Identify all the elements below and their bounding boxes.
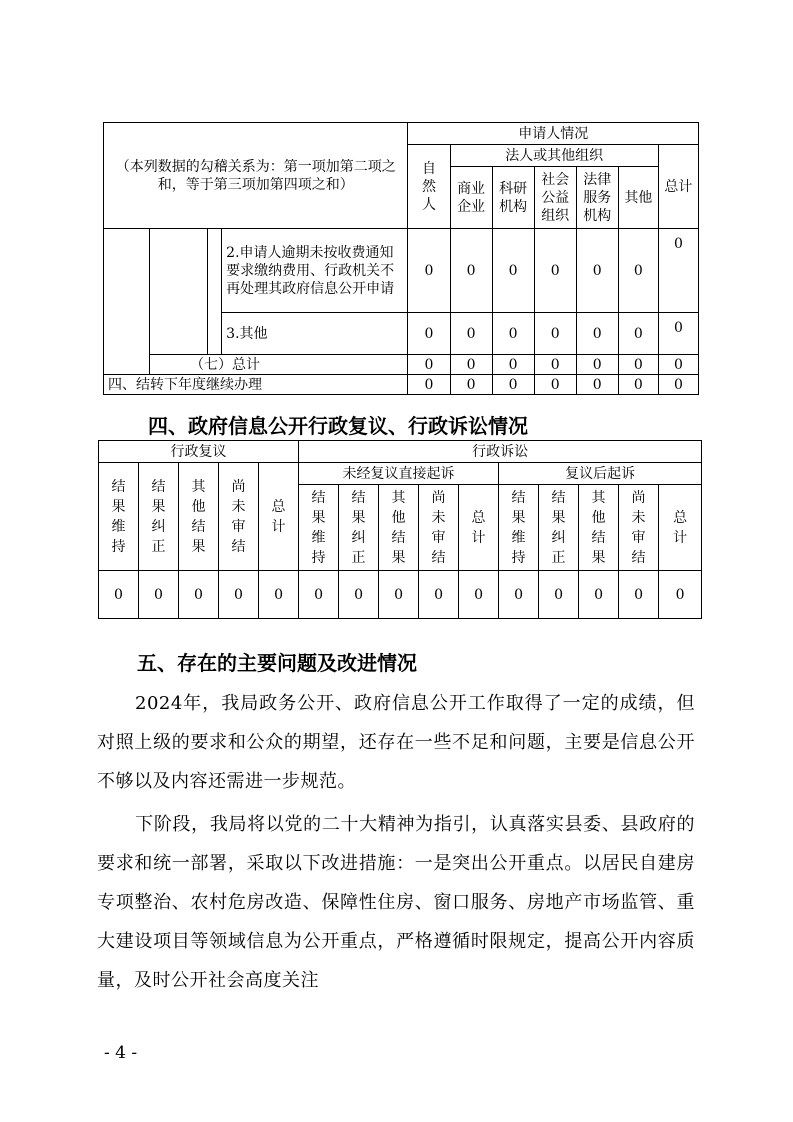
table-cell: 0 (658, 375, 698, 395)
col-header: 其他结果 (179, 463, 219, 571)
table-cell: 0 (450, 313, 492, 355)
indent-cell (104, 229, 150, 375)
row-label: （七）总计 (150, 355, 408, 375)
col-header: 结果纠正 (139, 463, 179, 571)
table-cell: 0 (450, 229, 492, 313)
table-cell: 0 (534, 375, 576, 395)
legal-org-header: 法人或其他组织 (450, 145, 658, 167)
direct-header: 未经复议直接起诉 (299, 463, 499, 485)
table-cell: 0 (99, 571, 139, 619)
table-cell: 0 (259, 571, 299, 619)
table-cell: 0 (576, 313, 618, 355)
table-cell: 0 (618, 229, 658, 313)
table-cell: 0 (459, 571, 499, 619)
table-cell: 0 (219, 571, 259, 619)
applicant-stats-table (103, 122, 699, 395)
paragraph-text: 2024年，我局政务公开、政府信息公开工作取得了一定的成绩，但对照上级的要求和公众的期望，还存在一些不足和问题，主要是信息公开不够以及内容还需进一步规范。 (97, 693, 695, 792)
table-cell: 0 (618, 375, 658, 395)
row-label: 四、结转下年度继续办理 (104, 375, 408, 395)
table-cell: 0 (534, 313, 576, 355)
table-note: （本列数据的勾稽关系为：第一项加第二项之和，等于第三项加第四项之和） (104, 123, 408, 229)
table-cell: 0 (576, 355, 618, 375)
table-cell: 0 (450, 375, 492, 395)
paragraph-1 (97, 684, 695, 801)
table-cell: 0 (619, 571, 659, 619)
row-label: 3.其他 (222, 313, 408, 355)
table-cell: 0 (179, 571, 219, 619)
table-cell: 0 (659, 571, 702, 619)
review-litigation-table (98, 440, 702, 619)
table-cell: 0 (576, 375, 618, 395)
natural-person-header: 自然人 (408, 145, 450, 229)
table-cell: 0 (576, 229, 618, 313)
table-cell: 0 (658, 313, 698, 355)
col-header: 结果维持 (99, 463, 139, 571)
table-cell: 0 (534, 355, 576, 375)
col-header: 尚未审结 (619, 485, 659, 571)
paragraph-2 (97, 805, 695, 1000)
paragraph-text: 下阶段，我局将以党的二十大精神为指引，认真落实县委、县政府的要求和统一部署，采取以下改进措施：一是突出公开重点。以居民自建房专项整治、农村危房改造、保障性住房、窗口服务、房地产市场监管、重大建设项目等领域信息为公开重点，严格遵循时限规定，提高公开内容质量，及时公开社会高度关注 (97, 814, 695, 991)
table-cell: 0 (139, 571, 179, 619)
section5-title: 五、存在的主要问题及改进情况 (137, 651, 417, 675)
table-cell: 0 (492, 229, 534, 313)
table-cell: 0 (492, 375, 534, 395)
table-cell: 0 (618, 355, 658, 375)
other-header: 其他 (618, 167, 658, 229)
col-header: 结果维持 (299, 485, 339, 571)
col-header: 尚未审结 (419, 485, 459, 571)
col-header: 结果维持 (499, 485, 539, 571)
col-header: 结果纠正 (339, 485, 379, 571)
col-header: 尚未审结 (219, 463, 259, 571)
table-cell: 0 (539, 571, 579, 619)
table-cell: 0 (408, 229, 450, 313)
commercial-header: 商业企业 (450, 167, 492, 229)
table-cell: 0 (408, 355, 450, 375)
indent-cell (150, 229, 208, 355)
section4-title: 四、政府信息公开行政复议、行政诉讼情况 (148, 414, 528, 438)
table-cell: 0 (499, 571, 539, 619)
col-header: 其他结果 (379, 485, 419, 571)
table-cell: 0 (492, 313, 534, 355)
legal-service-header: 法律服务机构 (576, 167, 618, 229)
col-header: 总计 (259, 463, 299, 571)
table-cell: 0 (579, 571, 619, 619)
col-header: 其他结果 (579, 485, 619, 571)
col-header: 总计 (659, 485, 702, 571)
page-number: - 4 - (104, 1043, 138, 1063)
table-cell: 0 (379, 571, 419, 619)
table-cell: 0 (534, 229, 576, 313)
applicant-header: 申请人情况 (408, 123, 699, 145)
review-header: 行政复议 (99, 441, 299, 463)
col-header: 总计 (459, 485, 499, 571)
research-header: 科研机构 (492, 167, 534, 229)
social-welfare-header: 社会公益组织 (534, 167, 576, 229)
table-cell: 0 (408, 313, 450, 355)
indent-cell (208, 229, 222, 355)
col-header: 结果纠正 (539, 485, 579, 571)
total-header: 总计 (658, 145, 698, 229)
after-header: 复议后起诉 (499, 463, 702, 485)
table-cell: 0 (299, 571, 339, 619)
table-cell: 0 (658, 229, 698, 313)
table-cell: 0 (339, 571, 379, 619)
table-cell: 0 (408, 375, 450, 395)
table-cell: 0 (419, 571, 459, 619)
litigation-header: 行政诉讼 (299, 441, 702, 463)
row-label: 2.申请人逾期未按收费通知要求缴纳费用、行政机关不再处理其政府信息公开申请 (222, 229, 408, 313)
table-cell: 0 (618, 313, 658, 355)
table-cell: 0 (450, 355, 492, 375)
table-cell: 0 (492, 355, 534, 375)
table-cell: 0 (658, 355, 698, 375)
